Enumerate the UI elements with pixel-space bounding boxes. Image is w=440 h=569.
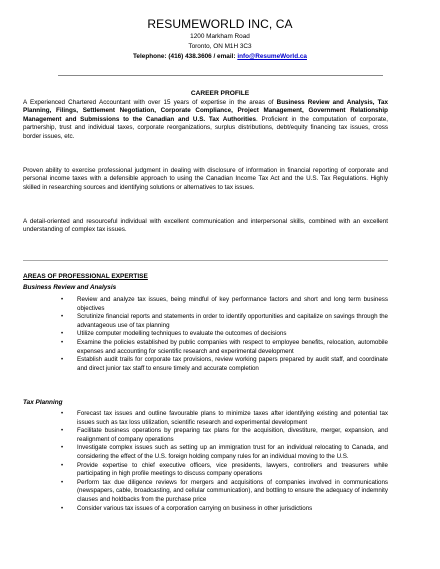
bullet-icon: • bbox=[61, 331, 64, 338]
profile-expertise-areas: Business Review and Analysis, Tax Planning, Filings, Settlement Negotiation, Corporate Compliance, Project Management, Government Relationship Management and Submissions to the Canadian and U.S. Tax Authorities bbox=[23, 99, 388, 123]
email-link[interactable]: info@ResumeWorld.ca bbox=[237, 53, 307, 60]
section-divider bbox=[23, 260, 388, 261]
tax-planning-list bbox=[23, 410, 388, 513]
subheading-business-review: Business Review and Analysis bbox=[23, 284, 117, 291]
bullet-icon: • bbox=[61, 411, 64, 417]
list-item: • Forecast tax issues and outline favourable plans to minimize taxes after identifying existing and potential tax issues such as tax loss utilization, scientific research and experimental development bbox=[61, 410, 388, 426]
list-item: • Establish audit trails for corporate tax provisions, review working papers prepared by audit staff, and coordinate and direct junior tax staff to ensure timely and accurate completion bbox=[61, 356, 388, 372]
list-item: • Scrutinize financial reports and statements in order to identify opportunities and capitalize on savings through the advantageous use of tax planning bbox=[61, 313, 388, 329]
bullet-icon: • bbox=[61, 505, 64, 512]
bullet-icon: • bbox=[61, 297, 64, 303]
list-item: • Review and analyze tax issues, being mindful of key performance factors and short and long term business objectives bbox=[61, 296, 388, 312]
list-item: • Investigate complex issues such as setting up an immigration trust for an individual relocating to Canada, and considering the effect of the U.S. foreign holding company rules for an individual moving to the U.S. bbox=[61, 444, 388, 460]
address-line-1: 1200 Markham Road bbox=[190, 33, 250, 40]
list-item: • Provide expertise to chief executive officers, vice presidents, lawyers, controllers and treasurers while participating in high profile meetings to discuss company operations bbox=[61, 461, 388, 478]
expertise-title: AREAS OF PROFESSIONAL EXPERTISE bbox=[23, 273, 148, 280]
profile-intro: A Experienced Chartered Accountant with over 15 years of expertise in the areas of bbox=[23, 99, 277, 106]
profile-paragraph-1 bbox=[23, 99, 388, 141]
profile-paragraph-2: Proven ability to exercise professional judgment in dealing with disclosure of information in financial reporting of corporate and personal income taxes with a defensible approach to using the Canadian Income Tax Act and the U.S. Tax Regulations. Highly skilled in researching sources and identifying solutions or alternatives to tax issues. bbox=[23, 167, 388, 191]
profile-proficiency: . Proficient in the computation of corporate, partnership, trust and individual taxes, corporate reorganizations, surplus distributions, debt/equity financing tax issues, cross border issues, etc. bbox=[23, 115, 388, 140]
profile-paragraph-3: A detail-oriented and resourceful individual with excellent communication and interpersonal skills, combined with an excellent understanding of complex tax issues. bbox=[23, 218, 388, 234]
bullet-icon: • bbox=[61, 462, 64, 469]
header-divider bbox=[58, 75, 383, 76]
bullet-icon: • bbox=[61, 479, 64, 486]
company-name: RESUMEWORLD INC, CA bbox=[147, 17, 293, 31]
bullet-icon: • bbox=[61, 314, 64, 321]
list-item: • Consider various tax issues of a corporation carrying on business in other jurisdictions bbox=[61, 504, 313, 512]
career-profile-title: CAREER PROFILE bbox=[190, 90, 250, 97]
address-line-2: Toronto, ON M1H 3C3 bbox=[188, 43, 252, 50]
list-item: • Facilitate business operations by preparing tax plans for the acquisition, divestiture, merger, expansion, and realignment of company operations bbox=[61, 427, 388, 443]
business-review-list bbox=[23, 296, 388, 373]
list-item: • Perform tax due diligence reviews for mergers and acquisitions of companies involved in communications (newspapers, cable, broadcasting, and cellular communication), and bottling to ensure the adequacy of indemnity clauses and holdbacks from the purchase price bbox=[61, 478, 388, 503]
bullet-icon: • bbox=[61, 445, 64, 452]
contact-prefix: Telephone: (416) 438.3606 / email: bbox=[133, 53, 238, 60]
bullet-icon: • bbox=[61, 357, 64, 364]
bullet-icon: • bbox=[61, 339, 64, 346]
subheading-tax-planning: Tax Planning bbox=[23, 399, 63, 406]
contact-line bbox=[0, 53, 440, 61]
list-item: • Examine the policies established by public companies with respect to employee benefits, relocation, automobile expenses and accounting for scientific research and experimental development bbox=[61, 338, 388, 355]
list-item: • Utilize computer modelling techniques to evaluate the outcomes of decisions bbox=[61, 330, 287, 338]
bullet-icon: • bbox=[61, 428, 64, 435]
